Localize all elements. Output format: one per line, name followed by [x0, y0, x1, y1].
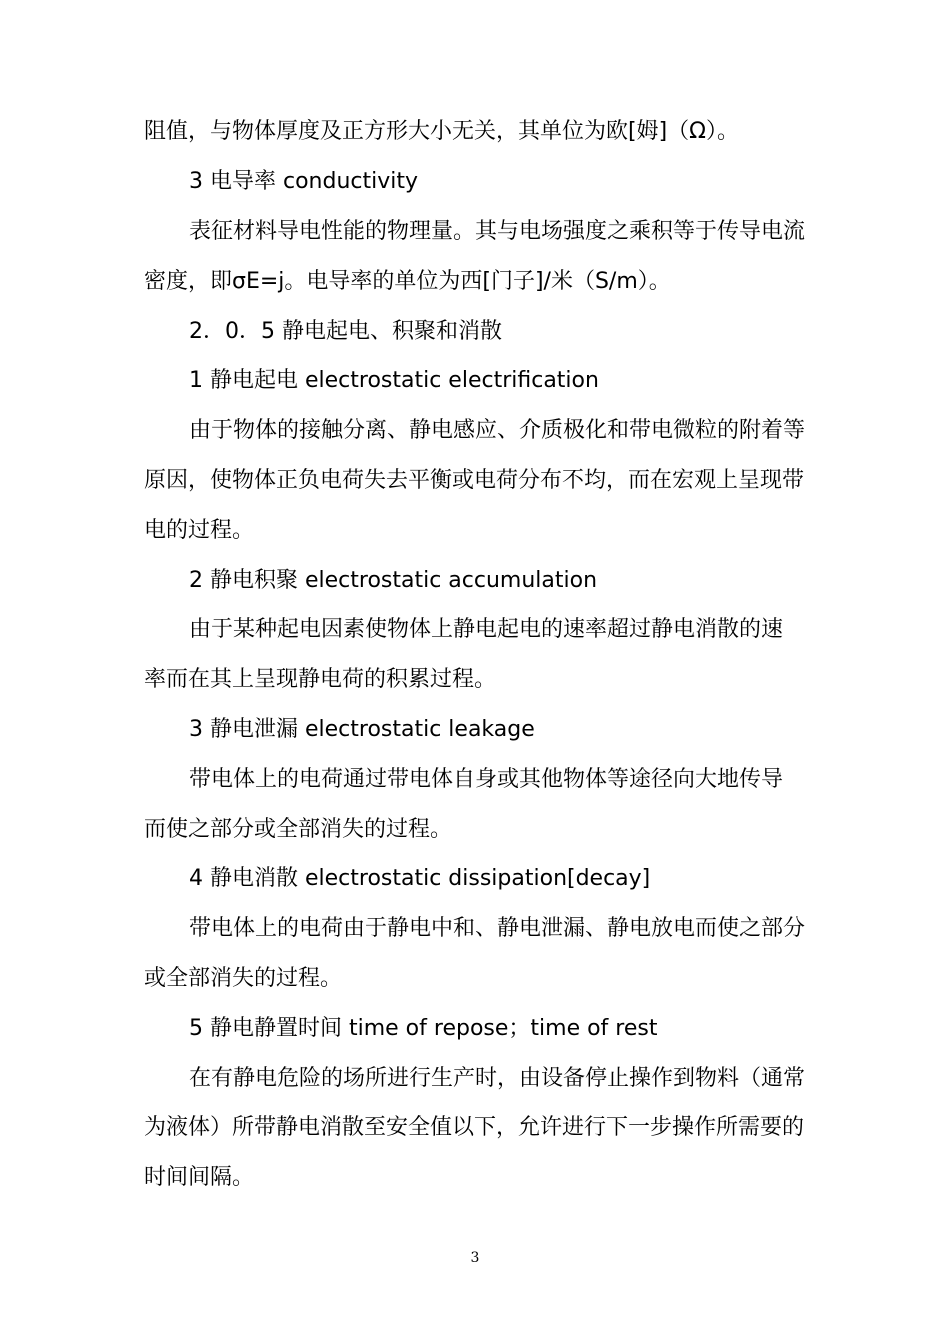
term-heading: 4 静电消散 electrostatic dissipation[decay]	[189, 866, 651, 891]
text-line: 时间间隔。	[144, 1165, 255, 1190]
text-line: 或全部消失的过程。	[144, 966, 343, 991]
text-line: 带电体上的电荷通过带电体自身或其他物体等途径向大地传导	[189, 767, 784, 792]
term-heading: 1 静电起电 electrostatic electrification	[189, 368, 599, 393]
term-heading: 3 电导率 conductivity	[189, 169, 419, 194]
section-heading: 2．0．5 静电起电、积聚和消散	[189, 319, 502, 344]
document-page	[144, 0, 808, 1344]
text-line: 阻值，与物体厚度及正方形大小无关，其单位为欧[姆]（Ω）。	[144, 119, 739, 144]
text-line: 为液体）所带静电消散至安全值以下，允许进行下一步操作所需要的	[144, 1115, 805, 1140]
text-line: 电的过程。	[144, 518, 255, 543]
term-heading: 5 静电静置时间 time of repose；time of rest	[189, 1016, 658, 1041]
text-line: 带电体上的电荷由于静电中和、静电泄漏、静电放电而使之部分	[189, 916, 806, 941]
term-heading: 2 静电积聚 electrostatic accumulation	[189, 568, 598, 593]
text-line: 原因，使物体正负电荷失去平衡或电荷分布不均，而在宏观上呈现带	[144, 468, 805, 493]
text-line: 而使之部分或全部消失的过程。	[144, 817, 453, 842]
text-line: 密度，即σE=j。电导率的单位为西[门子]/米（S/m）。	[144, 269, 671, 294]
text-line: 由于某种起电因素使物体上静电起电的速率超过静电消散的速	[189, 617, 784, 642]
text-line: 表征材料导电性能的物理量。其与电场强度之乘积等于传导电流	[189, 219, 806, 244]
text-line: 在有静电危险的场所进行生产时，由设备停止操作到物料（通常	[189, 1066, 806, 1091]
term-heading: 3 静电泄漏 electrostatic leakage	[189, 717, 535, 742]
text-line: 由于物体的接触分离、静电感应、介质极化和带电微粒的附着等	[189, 418, 806, 443]
page-number: 3	[470, 1250, 480, 1266]
text-line: 率而在其上呈现静电荷的积累过程。	[144, 667, 497, 692]
